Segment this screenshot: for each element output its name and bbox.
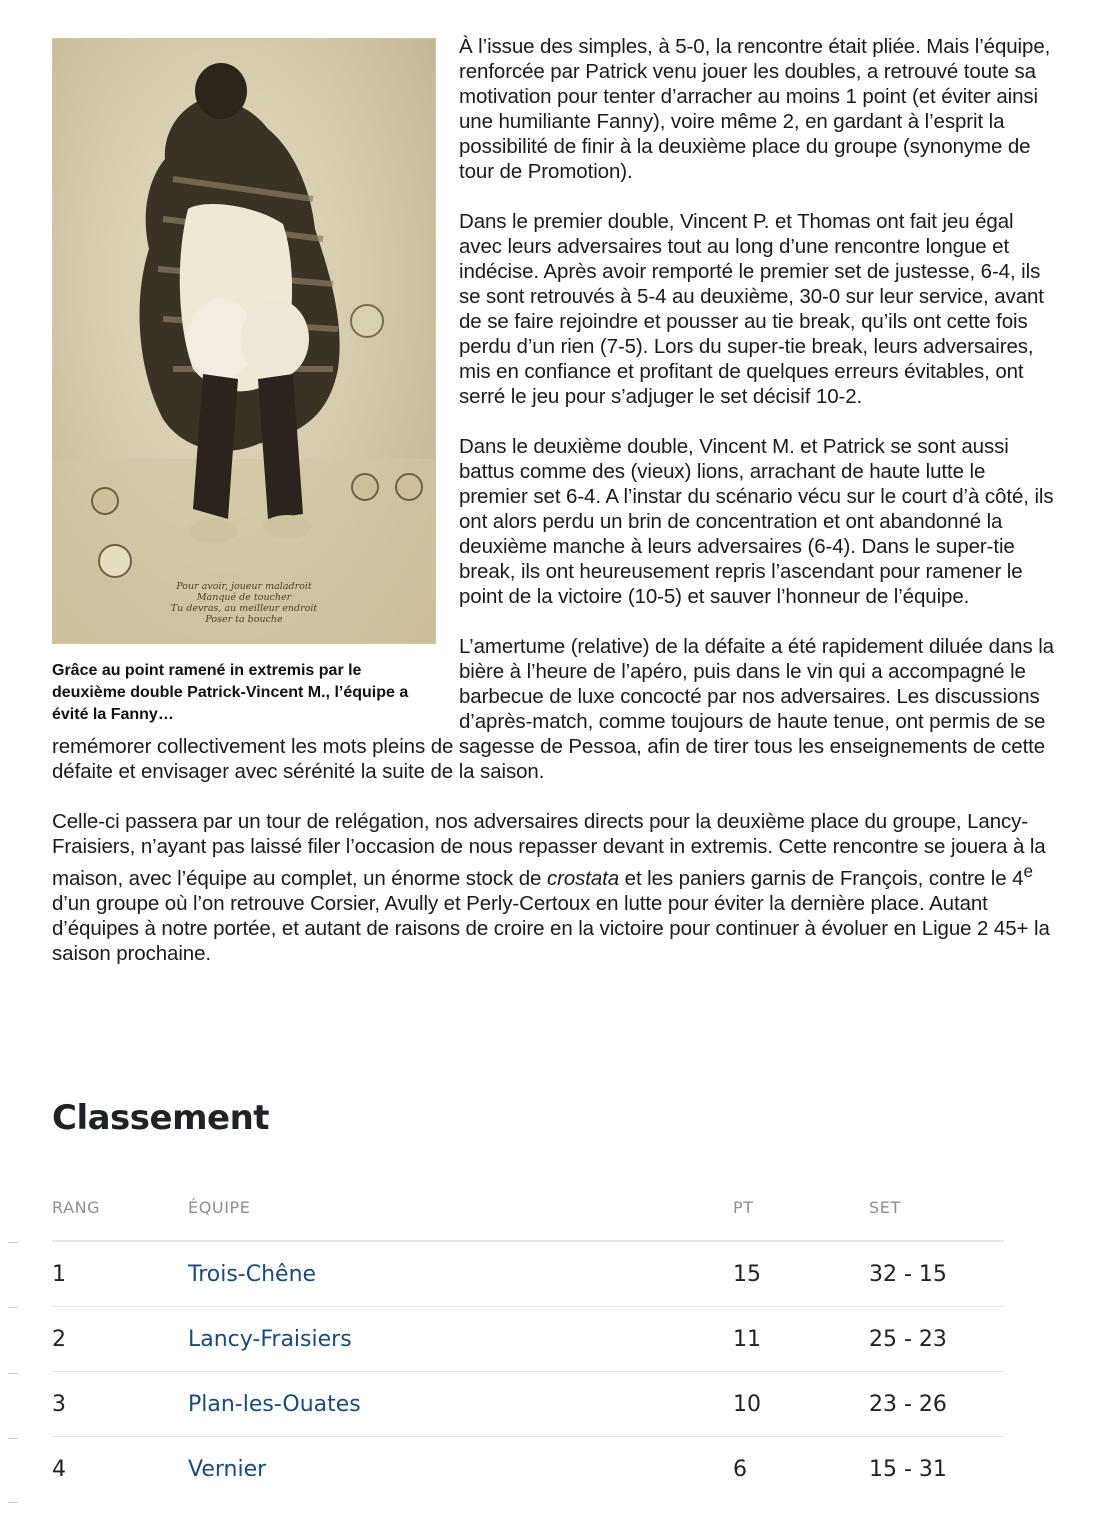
standings-title: Classement bbox=[52, 1098, 270, 1138]
margin-tick bbox=[8, 1438, 18, 1439]
team-cell bbox=[188, 1327, 733, 1352]
header-team: ÉQUIPE bbox=[188, 1197, 251, 1217]
article-paragraph bbox=[52, 809, 1058, 966]
paragraph-text: Celle-ci passera par un tour de relégation, nos adversaires directs pour la deuxième place du groupe, Lancy-Fraisiers, n’ayant pas laissé filer l’occasion de nous repasser devant in extremis. Cette rencontre se jouera à la maison, avec l’équipe au complet, un énorme stock de bbox=[52, 810, 1046, 890]
sets-cell: 32 - 15 bbox=[869, 1261, 947, 1287]
team-cell bbox=[188, 1262, 733, 1287]
postcard-caption-line: Tu devras, au meilleur endroit bbox=[170, 603, 318, 614]
rank-cell: 1 bbox=[52, 1261, 66, 1287]
figure-caption: Grâce au point ramené in extremis par le deuxième double Patrick-Vincent M., l’équipe a évité la Fanny… bbox=[52, 662, 409, 723]
points-cell: 10 bbox=[733, 1391, 761, 1417]
standings-table bbox=[52, 1174, 1004, 1501]
vintage-postcard-image bbox=[52, 38, 436, 644]
table-row bbox=[52, 1437, 1004, 1501]
margin-tick bbox=[8, 1307, 18, 1308]
postcard-caption-line: Manqué de toucher bbox=[196, 592, 292, 603]
team-link[interactable]: Lancy-Fraisiers bbox=[188, 1326, 352, 1352]
team-cell bbox=[188, 1392, 733, 1417]
article-paragraph: Dans le deuxième double, Vincent M. et Patrick se sont aussi battus comme des (vieux) lions, arrachant de haute lutte le premier set 6-4. A l’instar du scénario vécu sur le court d’à côté, ils ont alors perdu un brin de concentration et ont abandonné la deuxième manche à leurs adversaires (6-4). Dans le super-tie break, ils ont heureusement repris l’ascendant pour ramener le point de la victoire (10-5) et sauver l’honneur de l’équipe. bbox=[459, 435, 1054, 608]
postcard-caption-line: Pour avoir, joueur maladroit bbox=[176, 581, 312, 592]
header-points: PT bbox=[733, 1197, 754, 1217]
header-sets: SET bbox=[869, 1197, 901, 1217]
team-link[interactable]: Trois-Chêne bbox=[188, 1261, 317, 1287]
paragraph-text: d’un groupe où l’on retrouve Corsier, Avully et Perly-Certoux en lutte pour éviter la dernière place. Autant d’équipes à notre portée, et autant de raisons de croire en la victoire pour continuer à évoluer en Ligue 2 45+ la saison prochaine. bbox=[52, 891, 1050, 965]
postcard-illustration bbox=[53, 39, 435, 643]
article-paragraph: À l’issue des simples, à 5-0, la rencontre était pliée. Mais l’équipe, renforcée par Patrick venu jouer les doubles, a retrouvé toute sa motivation pour tenter d’arracher au moins 1 point (et éviter ainsi une humiliante Fanny), voire même 2, en gardant à l’esprit la possibilité de finir à la deuxième place du groupe (synonyme de tour de Promotion). bbox=[459, 35, 1051, 183]
team-cell bbox=[188, 1457, 733, 1482]
header-rank: RANG bbox=[52, 1197, 101, 1217]
article-body bbox=[52, 34, 1058, 966]
team-link[interactable]: Plan-les-Ouates bbox=[188, 1391, 361, 1417]
article-figure bbox=[52, 38, 437, 726]
ordinal-suffix: e bbox=[1023, 862, 1033, 881]
italic-word: crostata bbox=[546, 866, 620, 890]
rank-cell: 3 bbox=[52, 1391, 66, 1417]
rank-cell: 4 bbox=[52, 1456, 66, 1482]
points-cell: 11 bbox=[733, 1326, 761, 1352]
paragraph-text: et les paniers garnis de François, contre le 4 bbox=[619, 866, 1024, 890]
article-paragraph: L’amertume (relative) de la défaite a été rapidement diluée dans la bière à l’heure de l’apéro, puis dans le vin qui a accompagné le barbecue de luxe concocté par nos adversaires. Les discussions d’après-match, comme toujours de haute tenue, ont permis de se remémorer collectivement les mots pleins de sagesse de Pessoa, afin de tirer tous les enseignements de cette défaite et envisager avec sérénité la suite de la saison. bbox=[52, 635, 1054, 783]
rank-cell: 2 bbox=[52, 1326, 66, 1352]
postcard-caption bbox=[53, 581, 435, 625]
table-row bbox=[52, 1372, 1004, 1437]
postcard-caption-line: Poser ta bouche bbox=[205, 614, 283, 625]
article-paragraph: Dans le premier double, Vincent P. et Thomas ont fait jeu égal avec leurs adversaires tout au long d’une rencontre longue et indécise. Après avoir remporté le premier set de justesse, 6-4, ils se sont retrouvés à 5-4 au deuxième, 30-0 sur leur service, avant de se faire rejoindre et pousser au tie break, qu’ils ont cette fois perdu d’un rien (7-5). Lors du super-tie break, leurs adversaires, mis en confiance et profitant de quelques erreurs évitables, ont serré le jeu pour s’adjuger le set décisif 10-2. bbox=[459, 210, 1044, 408]
sets-cell: 25 - 23 bbox=[869, 1326, 947, 1352]
points-cell: 15 bbox=[733, 1261, 761, 1287]
sets-cell: 15 - 31 bbox=[869, 1456, 947, 1482]
table-header bbox=[52, 1174, 1004, 1242]
table-row bbox=[52, 1307, 1004, 1372]
margin-tick bbox=[8, 1502, 18, 1503]
team-link[interactable]: Vernier bbox=[188, 1456, 267, 1482]
table-row bbox=[52, 1242, 1004, 1307]
margin-tick bbox=[8, 1242, 18, 1243]
sets-cell: 23 - 26 bbox=[869, 1391, 947, 1417]
margin-tick bbox=[8, 1373, 18, 1374]
points-cell: 6 bbox=[733, 1456, 747, 1482]
